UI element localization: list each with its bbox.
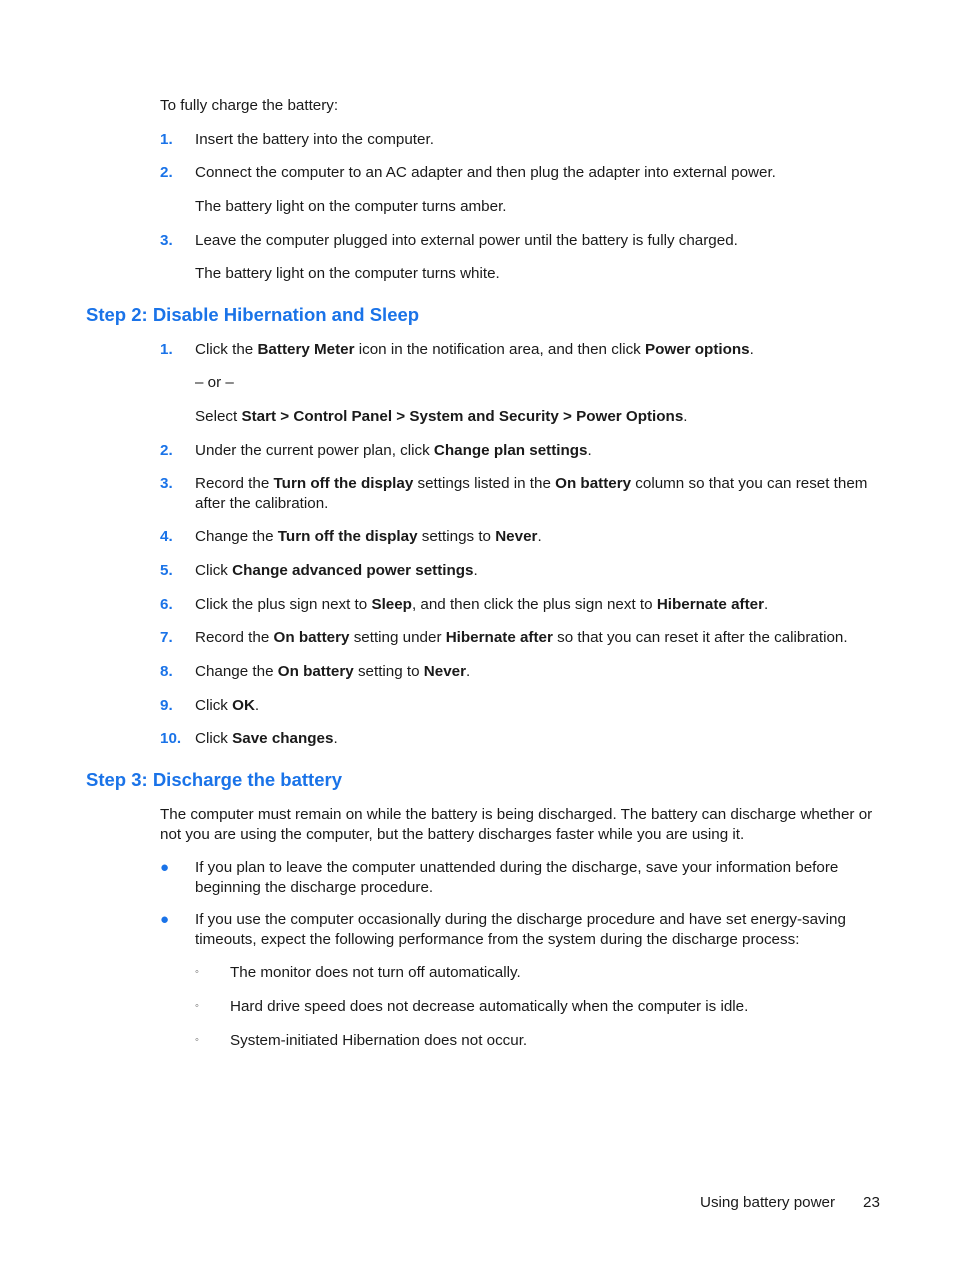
step-number: 1. (160, 341, 173, 358)
or-separator: – or – (195, 374, 234, 391)
page-number: 23 (863, 1194, 880, 1211)
sub-bullet-icon: ◦ (195, 1034, 199, 1046)
step-number: 7. (160, 629, 173, 646)
sub-bullet-text: The monitor does not turn off automatically. (230, 964, 521, 981)
charge-step-text: Connect the computer to an AC adapter and then plug the adapter into external power. (195, 164, 776, 181)
step-alt-text: Select Start > Control Panel > System and Security > Power Options. (195, 408, 688, 425)
intro-text: To fully charge the battery: (160, 97, 339, 114)
charge-step-text: Leave the computer plugged into external power until the battery is fully charged. (195, 232, 738, 249)
section-heading-step3: Step 3: Discharge the battery (86, 769, 342, 790)
charge-step-number: 3. (160, 232, 173, 249)
step-text: Under the current power plan, click Change plan settings. (195, 442, 592, 459)
charge-step-number: 2. (160, 164, 173, 181)
step-text: Click OK. (195, 697, 260, 714)
charge-step-note: The battery light on the computer turns white. (195, 265, 500, 282)
sub-bullet-icon: ◦ (195, 966, 199, 978)
step-text: Click the Battery Meter icon in the notification area, and then click Power options. (195, 341, 754, 358)
step-text: Click Change advanced power settings. (195, 562, 478, 579)
step-number: 9. (160, 697, 173, 714)
step-number: 10. (160, 730, 182, 747)
step-text: Record the On battery setting under Hibernate after so that you can reset it after the calibration. (195, 629, 848, 646)
bullet-icon: ● (160, 859, 170, 876)
step-number: 6. (160, 596, 173, 613)
bullet-text: If you use the computer occasionally during the discharge procedure and have set energy-saving timeouts, expect the following performance from the system during the discharge process: (195, 911, 846, 948)
step-number: 2. (160, 442, 173, 459)
step-number: 8. (160, 663, 173, 680)
step-text: Record the Turn off the display settings listed in the On battery column so that you can reset them after the calibration. (195, 475, 868, 512)
footer-section-title: Using battery power (700, 1194, 836, 1211)
sub-bullet-text: Hard drive speed does not decrease automatically when the computer is idle. (230, 998, 749, 1015)
sub-bullet-text: System-initiated Hibernation does not occur. (230, 1032, 528, 1049)
charge-step-text: Insert the battery into the computer. (195, 131, 434, 148)
charge-step-note: The battery light on the computer turns amber. (195, 198, 507, 215)
charge-step-number: 1. (160, 131, 173, 148)
bullet-text: If you plan to leave the computer unattended during the discharge, save your information before beginning the discharge procedure. (195, 859, 839, 896)
bullet-icon: ● (160, 911, 170, 928)
step-number: 4. (160, 528, 173, 545)
step-text: Click the plus sign next to Sleep, and then click the plus sign next to Hibernate after. (195, 596, 769, 613)
step-text: Change the Turn off the display settings to Never. (195, 528, 542, 545)
section-heading-step2: Step 2: Disable Hibernation and Sleep (86, 304, 420, 325)
step-number: 3. (160, 475, 173, 492)
step-text: Click Save changes. (195, 730, 338, 747)
step-number: 5. (160, 562, 173, 579)
step-text: Change the On battery setting to Never. (195, 663, 471, 680)
sub-bullet-icon: ◦ (195, 1000, 199, 1012)
step3-intro: The computer must remain on while the battery is being discharged. The battery can discharge whether or not you are using the computer, but the battery discharges faster while you are using it. (160, 806, 873, 843)
